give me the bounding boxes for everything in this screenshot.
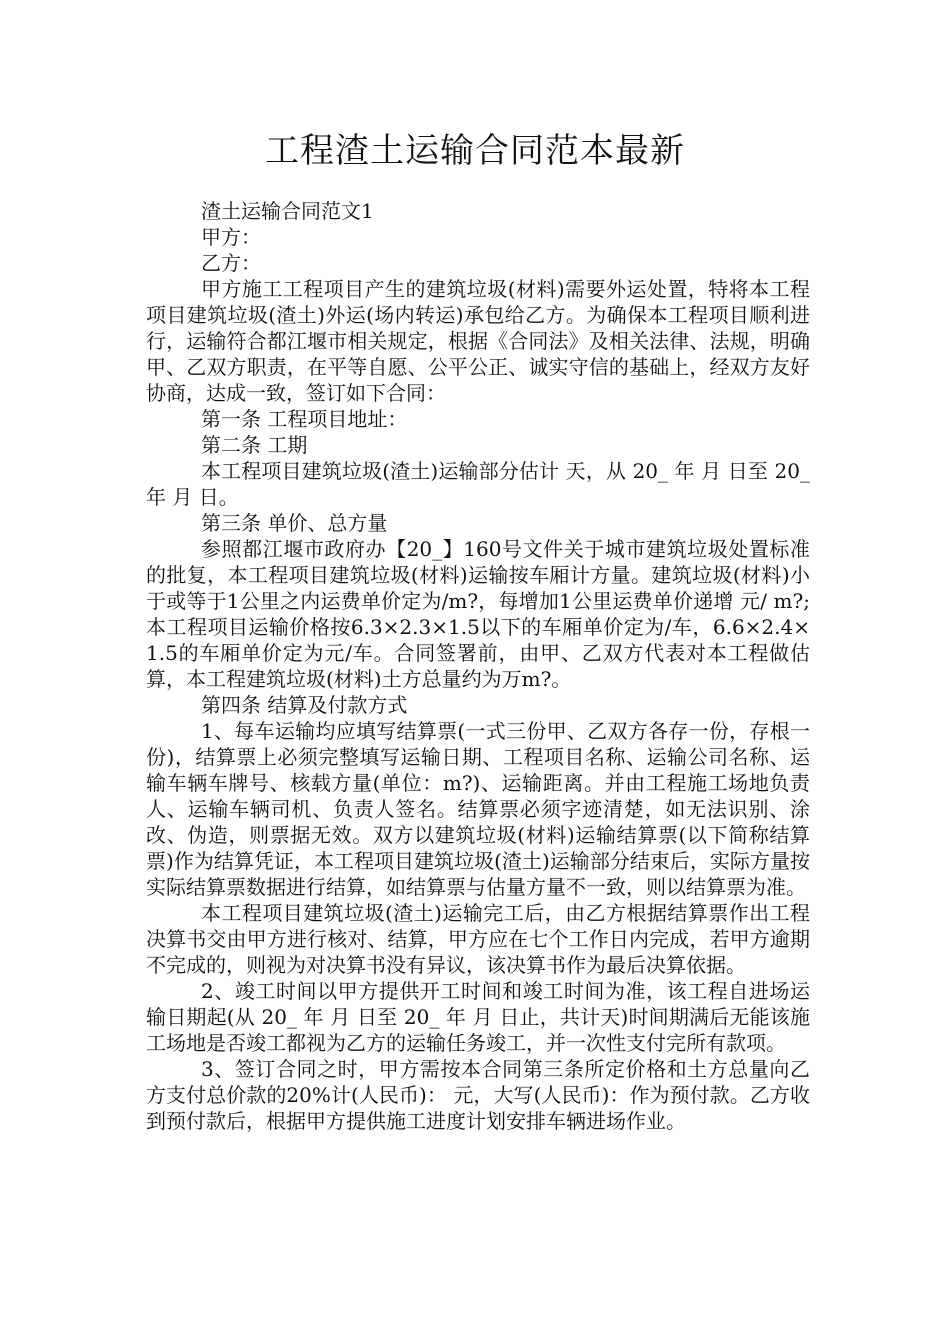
paragraph-settlement-1: 1、每车运输均应填写结算票(一式三份甲、乙双方各存一份，存根一份)，结算票上必须完整填写运输日期、工程项目名称、运输公司名称、运输车辆车牌号、核载方量(单位：m?)、运输距离。并由工程施工场地负责人、运输车辆司机、负责人签名。结算票必须字迹清楚，如无法识别、涂改、伪造，则票据无效。双方以建筑垃圾(材料)运输结算票(以下简称结算票)作为结算凭证，本工程项目建筑垃圾(渣土)运输部分结束后，实际方量按实际结算票数据进行结算，如结算票与估量方量不一致，则以结算票为准。 — [146, 719, 810, 899]
paragraph-heading-sample: 渣土运输合同范文1 — [201, 199, 374, 223]
paragraph-party-b: 乙方： — [201, 251, 261, 275]
document-body — [146, 198, 810, 1134]
paragraph-completion: 2、竣工时间以甲方提供开工时间和竣工时间为准，该工程自进场运输日期起(从 20_ 年 月 日至 20_ 年 月 日止，共计天)时间期满后无能该施工场地是否竣工都视为乙方的运输任务竣工，并一次性支付完所有款项。 — [146, 979, 810, 1055]
paragraph-settlement-final: 本工程项目建筑垃圾(渣土)运输完工后，由乙方根据结算票作出工程决算书交由甲方进行核对、结算，甲方应在七个工作日内完成，若甲方逾期不完成的，则视为对决算书没有异议，该决算书作为最后决算依据。 — [146, 901, 810, 977]
paragraph-article-4: 第四条 结算及付款方式 — [201, 693, 408, 717]
paragraph-article-1: 第一条 工程项目地址： — [201, 407, 408, 431]
paragraph-pricing: 参照都江堰市政府办【20_】160号文件关于城市建筑垃圾处置标准的批复，本工程项目建筑垃圾(材料)运输按车厢计方量。建筑垃圾(材料)小于或等于1公里之内运费单价定为/m?，每增加1公里运费单价递增 元/ m?;本工程项目运输价格按6.3×2.3×1.5以下的车厢单价定为/车，6.6×2.4×1.5的车厢单价定为元/车。合同签署前，由甲、乙双方代表对本工程做估算，本工程建筑垃圾(材料)土方总量约为万m?。 — [146, 537, 810, 691]
paragraph-preamble: 甲方施工工程项目产生的建筑垃圾(材料)需要外运处置，特将本工程项目建筑垃圾(渣土)外运(场内转运)承包给乙方。为确保本工程项目顺利进行，运输符合都江堰市相关规定，根据《合同法》及相关法律、法规，明确甲、乙双方职责，在平等自愿、公平公正、诚实守信的基础上，经双方友好协商，达成一致，签订如下合同： — [146, 277, 810, 405]
paragraph-article-2: 第二条 工期 — [201, 433, 308, 457]
paragraph-article-3: 第三条 单价、总方量 — [201, 511, 388, 535]
paragraph-party-a: 甲方： — [201, 225, 261, 249]
document-title: 工程渣土运输合同范本最新 — [265, 131, 685, 171]
paragraph-advance-payment: 3、签订合同之时，甲方需按本合同第三条所定价格和土方总量向乙方支付总价款的20%计(人民币)： 元，大写(人民币)：作为预付款。乙方收到预付款后，根据甲方提供施工进度计划安排车辆进场作业。 — [146, 1057, 810, 1133]
paragraph-duration: 本工程项目建筑垃圾(渣土)运输部分估计 天，从 20_ 年 月 日至 20_ 年 月 日。 — [146, 459, 810, 509]
